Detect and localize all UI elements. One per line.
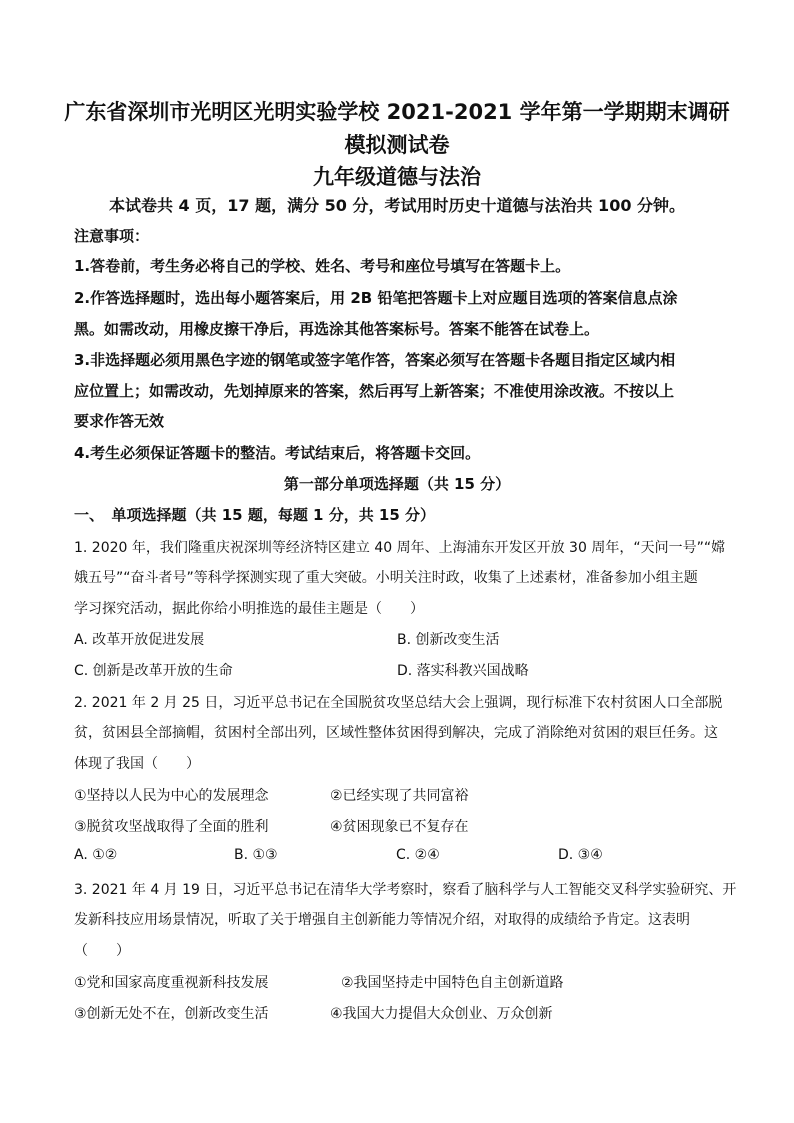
note-line: 2.作答选择题时，选出每小题答案后，用 2B 铅笔把答题卡上对应题目选项的答案信息点涂 [74, 289, 678, 307]
q2-statement-4: ④贫困现象已不复存在 [330, 819, 469, 835]
question-1-line: 娥五号”“奋斗者号”等科学探测实现了重大突破。小明关注时政，收集了上述素材，准备参加小组主题 [74, 570, 698, 586]
q2-option-c: C. ②④ [396, 847, 440, 863]
q2-option-a: A. ①② [74, 847, 118, 863]
exam-title-line2: 模拟测试卷 [344, 133, 450, 157]
note-line: 4.考生必须保证答题卡的整洁。考试结束后，将答题卡交回。 [74, 444, 481, 462]
q1-option-c: C. 创新是改革开放的生命 [74, 663, 233, 679]
note-line: 要求作答无效 [74, 412, 165, 430]
q2-option-b: B. ①③ [234, 847, 278, 863]
question-3-line: （ ） [74, 943, 130, 959]
q2-statement-3: ③脱贫攻坚战取得了全面的胜利 [74, 819, 269, 835]
notes-heading: 注意事项： [74, 227, 150, 245]
question-1-line: 1. 2020 年，我们隆重庆祝深圳等经济特区建立 40 周年、上海浦东开发区开放 30 周年，“天问一号”“嫦 [74, 540, 726, 556]
part1-heading: 第一部分单项选择题（共 15 分） [283, 475, 511, 493]
question-2-line: 2. 2021 年 2 月 25 日，习近平总书记在全国脱贫攻坚总结大会上强调，现行标准下农村贫困人口全部脱 [74, 695, 723, 711]
note-line: 3.非选择题必须用黑色字迹的钢笔或签字笔作答，答案必须写在答题卡各题目指定区域内相 [74, 351, 676, 369]
q3-statement-4: ④我国大力提倡大众创业、万众创新 [330, 1006, 553, 1022]
section-heading: 一、 单项选择题（共 15 题，每题 1 分，共 15 分） [74, 506, 436, 524]
q2-statement-1: ①坚持以人民为中心的发展理念 [74, 788, 269, 804]
q3-statement-2: ②我国坚持走中国特色自主创新道路 [341, 975, 564, 991]
question-3-line: 3. 2021 年 4 月 19 日，习近平总书记在清华大学考察时，察看了脑科学与人工智能交叉科学实验研究、开 [74, 882, 737, 898]
subject-title: 九年级道德与法治 [313, 165, 481, 189]
question-2-line: 贫，贫困县全部摘帽，贫困村全部出列，区域性整体贫困得到解决，完成了消除绝对贫困的艰巨任务。这 [74, 725, 718, 741]
q2-option-d: D. ③④ [558, 847, 603, 863]
note-line: 应位置上；如需改动，先划掉原来的答案，然后再写上新答案；不准使用涂改液。不按以上 [74, 382, 675, 400]
q1-option-d: D. 落实科教兴国战略 [397, 663, 529, 679]
note-line: 黑。如需改动，用橡皮擦干净后，再选涂其他答案标号。答案不能答在试卷上。 [74, 320, 600, 338]
q3-statement-3: ③创新无处不在，创新改变生活 [74, 1006, 269, 1022]
note-line: 1.答卷前，考生务必将自己的学校、姓名、考号和座位号填写在答题卡上。 [74, 257, 571, 275]
question-1-line: 学习探究活动，据此你给小明推选的最佳主题是（ ） [74, 601, 424, 617]
q1-option-a: A. 改革开放促进发展 [74, 632, 205, 648]
q3-statement-1: ①党和国家高度重视新科技发展 [74, 975, 269, 991]
exam-title-line1: 广东省深圳市光明区光明实验学校 2021-2021 学年第一学期期末调研 [64, 100, 730, 124]
exam-intro: 本试卷共 4 页，17 题，满分 50 分，考试用时历史十道德与法治共 100 分钟。 [108, 196, 686, 215]
question-2-line: 体现了我国（ ） [74, 756, 200, 772]
q2-statement-2: ②已经实现了共同富裕 [330, 788, 469, 804]
question-3-line: 发新科技应用场景情况，听取了关于增强自主创新能力等情况介绍，对取得的成绩给予肯定。这表明 [74, 912, 690, 928]
q1-option-b: B. 创新改变生活 [397, 632, 500, 648]
